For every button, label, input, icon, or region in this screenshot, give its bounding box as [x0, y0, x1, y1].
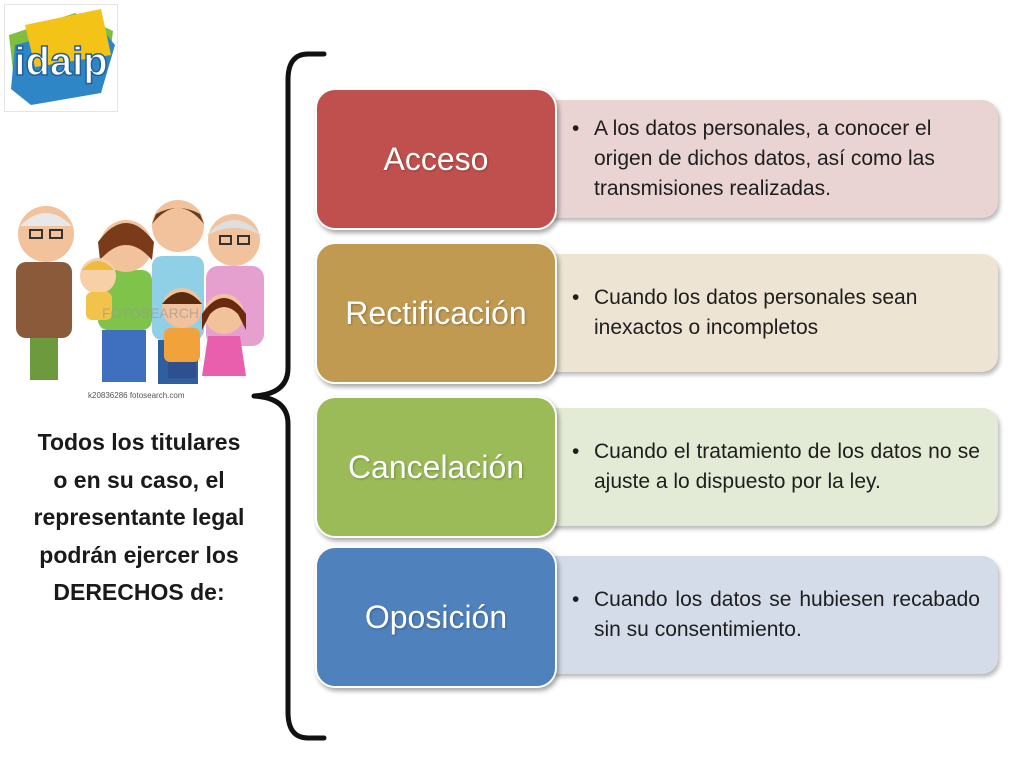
family-illustration — [2, 190, 270, 402]
logo-text: idaip — [14, 40, 108, 84]
bullet-icon: • — [572, 440, 580, 463]
cancelacion-title-box — [315, 396, 557, 538]
family-cartoon — [2, 190, 270, 402]
rectificacion-description-box — [540, 254, 998, 372]
caption-line-3: representante legal — [33, 504, 245, 530]
image-credit: k20836286 fotosearch.com — [88, 391, 185, 400]
rectificacion-title-box — [315, 242, 557, 384]
cancelacion-description-box — [540, 408, 998, 526]
acceso-title-box — [315, 88, 557, 230]
acceso-title: Acceso — [383, 140, 489, 177]
caption-line-4: podrán ejercer los — [39, 541, 239, 568]
cancelacion-description: Cuando el tratamiento de los datos no se ajuste a lo dispuesto por la ley. — [594, 440, 980, 493]
bullet-icon: • — [572, 117, 580, 140]
bullet-icon: • — [572, 286, 580, 309]
oposicion-title-box — [315, 546, 557, 688]
caption-line-5: DERECHOS de: — [53, 579, 225, 605]
watermark-text: FOTOSEARCH — [102, 305, 199, 321]
acceso-description: A los datos personales, a conocer el origen de dichos datos, así como las transmisiones realizadas. — [594, 117, 935, 200]
acceso-description-box — [540, 100, 998, 218]
idaip-logo — [4, 4, 118, 112]
rectificacion-title: Rectificación — [345, 294, 527, 331]
caption-line-1: Todos los titulares — [37, 429, 241, 455]
cancelacion-title: Cancelación — [347, 448, 525, 485]
bullet-icon: • — [572, 588, 580, 611]
rights-caption — [10, 424, 268, 612]
rectificacion-description: Cuando los datos personales sean inexactos o incompletos — [594, 286, 918, 339]
oposicion-title: Oposición — [364, 598, 508, 635]
oposicion-description: Cuando los datos se hubiesen recabado sin su consentimiento. — [594, 588, 980, 641]
oposicion-description-box — [540, 556, 998, 674]
idaip-logo-graphic — [5, 5, 117, 111]
caption-line-2: o en su caso, el — [53, 466, 225, 493]
